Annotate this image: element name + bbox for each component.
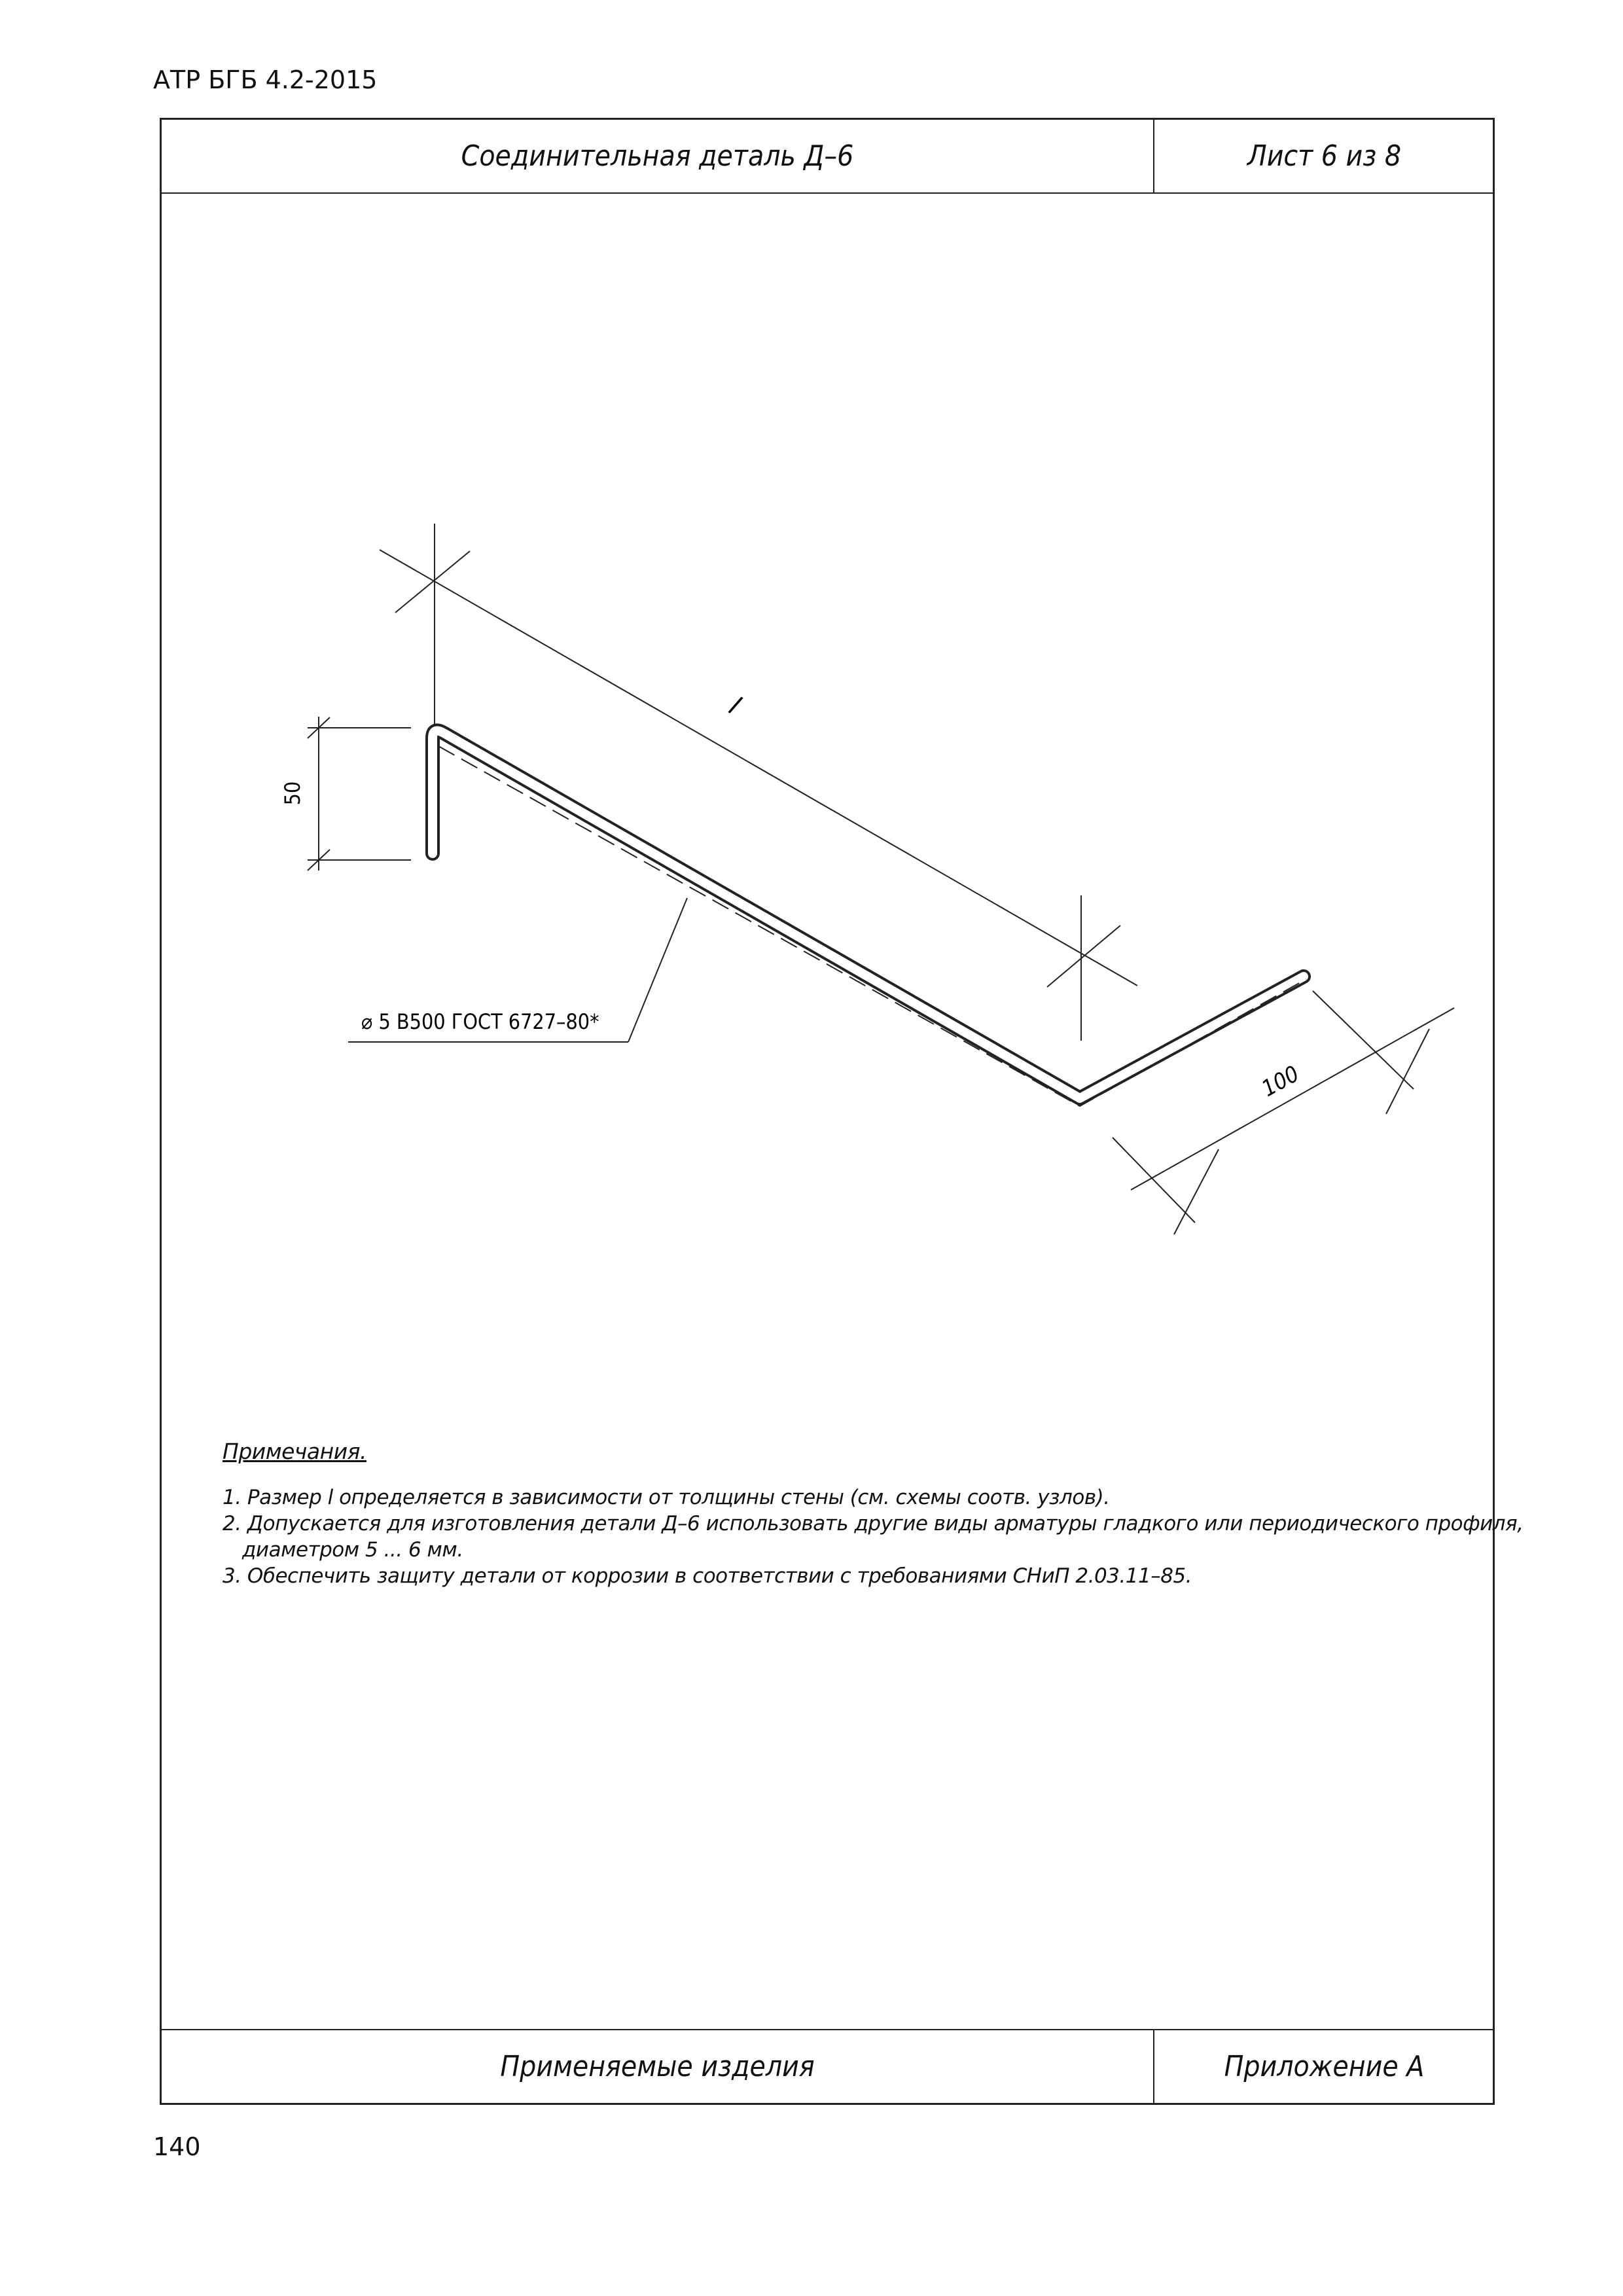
sheet-number: Лист 6 из 8 — [1153, 120, 1494, 192]
dimension-tail — [1113, 991, 1454, 1234]
document-code: АТР БГБ 4.2-2015 — [153, 65, 378, 94]
dimension-tail-label: 100 — [1257, 1060, 1304, 1103]
note-item: диаметром 5 ... 6 мм. — [242, 1538, 463, 1562]
sheet-title: Соединительная деталь Д–6 — [461, 139, 854, 173]
notes-section — [223, 1439, 1524, 1589]
dimension-height-label: 50 — [280, 781, 305, 806]
callout-label: ⌀ 5 В500 ГОСТ 6727–80* — [361, 1009, 599, 1034]
note-item: 1. Размер l определяется в зависимости от толщины стены (см. схемы соотв. узлов). — [223, 1486, 1110, 1509]
note-item: 2. Допускается для изготовления детали Д–6 использовать другие виды арматуры гладкого или периодического профиля, — [223, 1512, 1524, 1535]
dimension-length — [380, 524, 1137, 1041]
section-title: Применяемые изделия — [500, 2050, 815, 2083]
rebar-bar — [433, 730, 1306, 1106]
appendix-label: Приложение А — [1153, 2030, 1494, 2103]
note-item: 3. Обеспечить защиту детали от коррозии в соответствии с требованиями СНиП 2.03.11–85. — [223, 1564, 1192, 1588]
page-number: 140 — [153, 2132, 201, 2161]
dimension-length-label: l — [724, 691, 745, 721]
notes-title: Примечания. — [223, 1439, 366, 1464]
dimension-height — [308, 717, 411, 870]
